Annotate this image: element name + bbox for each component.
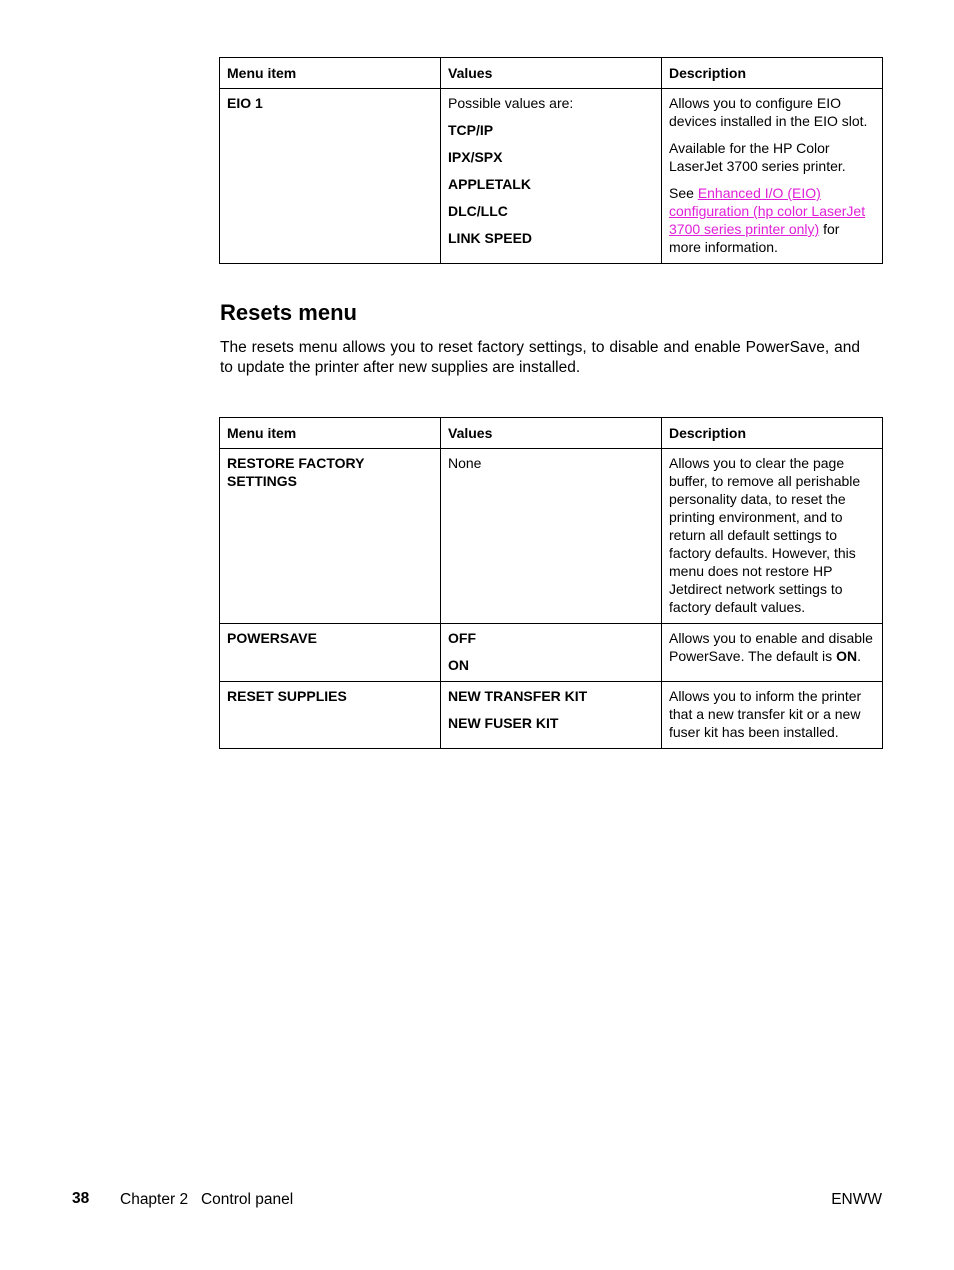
value-option: None (448, 455, 482, 471)
menu-item-reset-supplies: RESET SUPPLIES (220, 682, 441, 749)
header-values: Values (441, 418, 662, 449)
value-option: NEW FUSER KIT (448, 715, 559, 731)
value-option: NEW TRANSFER KIT (448, 688, 588, 704)
menu-item-eio1: EIO 1 (220, 89, 441, 264)
values-intro: Possible values are: (448, 95, 574, 111)
header-menu-item: Menu item (220, 58, 441, 89)
see-text: See (669, 185, 698, 201)
eio-configuration-link[interactable]: Enhanced I/O (EIO) configuration (hp color LaserJet 3700 series printer only) (669, 185, 866, 237)
table-row (220, 89, 883, 264)
description-cell (662, 624, 883, 682)
eio-menu-table (219, 57, 883, 264)
values-cell (441, 624, 662, 682)
default-value: ON (836, 648, 858, 664)
resets-menu-table (219, 417, 883, 749)
table-header-row (220, 418, 883, 449)
footer-right-label: ENWW (831, 1191, 882, 1208)
value-option: LINK SPEED (448, 230, 533, 246)
description-cell (662, 89, 883, 264)
values-cell (441, 449, 662, 624)
value-option: TCP/IP (448, 122, 494, 138)
value-option: DLC/LLC (448, 203, 508, 219)
menu-item-restore-factory-settings: RESTORE FACTORY SETTINGS (220, 449, 441, 624)
chapter-label: Chapter 2 Control panel (120, 1191, 294, 1208)
values-cell (441, 682, 662, 749)
value-option: ON (448, 657, 469, 673)
section-intro: The resets menu allows you to reset factory settings, to disable and enable PowerSave, and to update the printer after new supplies are installed. (220, 339, 860, 376)
description-text (669, 629, 875, 665)
description-cell (662, 682, 883, 749)
header-description: Description (662, 58, 883, 89)
description-text: Allows you to inform the printer that a new transfer kit or a new fuser kit has been installed. (669, 688, 862, 740)
description-text (669, 184, 875, 256)
table-row (220, 624, 883, 682)
description-part: . (857, 648, 861, 664)
values-cell (441, 89, 662, 264)
description-text: Available for the HP Color LaserJet 3700 series printer. (669, 140, 846, 174)
header-menu-item: Menu item (220, 418, 441, 449)
section-heading: Resets menu (220, 300, 357, 325)
menu-item-powersave: POWERSAVE (220, 624, 441, 682)
description-cell (662, 449, 883, 624)
header-values: Values (441, 58, 662, 89)
value-option: APPLETALK (448, 176, 531, 192)
table-row (220, 682, 883, 749)
value-option: IPX/SPX (448, 149, 503, 165)
description-text: Allows you to configure EIO devices installed in the EIO slot. (669, 95, 868, 129)
table-header-row (220, 58, 883, 89)
header-description: Description (662, 418, 883, 449)
more-info-text: for more information. (669, 221, 840, 255)
page-number: 38 (72, 1190, 90, 1207)
description-text: Allows you to clear the page buffer, to remove all perishable personality data, to reset the printing environment, and to return all default settings to factory defaults. However, this menu does not restore HP Jetdirect network settings to factory default values. (669, 455, 861, 615)
table-row (220, 449, 883, 624)
value-option: OFF (448, 630, 476, 646)
description-part: Allows you to enable and disable PowerSave. The default is (669, 630, 873, 664)
